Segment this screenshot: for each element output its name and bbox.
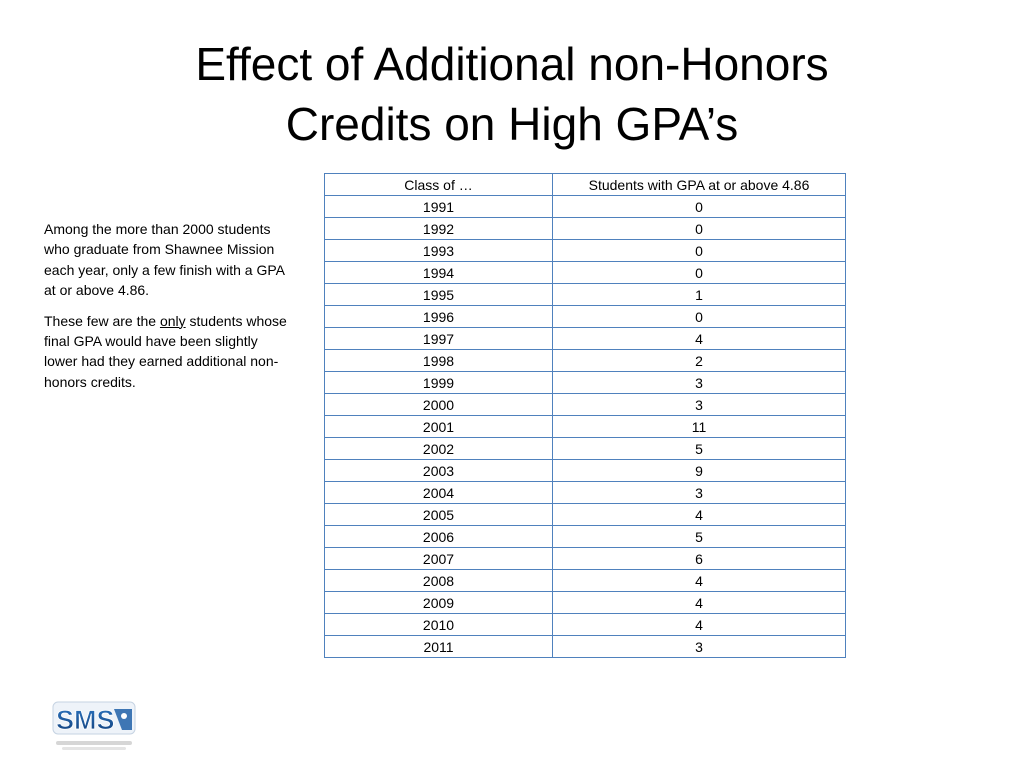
sms-logo-text: SMS (56, 705, 115, 735)
side-paragraph-2-end: students whose final GPA would have been slightly lower had they earned additional non-honors credits. (44, 312, 287, 390)
table-row (325, 196, 846, 218)
side-paragraph-2 (44, 311, 294, 393)
student-count-cell: 0 (553, 218, 846, 240)
student-count-cell: 3 (553, 482, 846, 504)
class-year-cell: 2000 (325, 394, 553, 416)
student-count-cell: 11 (553, 416, 846, 438)
student-count-cell: 4 (553, 504, 846, 526)
table-row (325, 262, 846, 284)
class-year-cell: 1994 (325, 262, 553, 284)
class-year-cell: 2010 (325, 614, 553, 636)
sms-logo (52, 700, 136, 752)
table-row (325, 372, 846, 394)
class-year-cell: 2001 (325, 416, 553, 438)
table-row (325, 416, 846, 438)
student-count-cell: 9 (553, 460, 846, 482)
slide-title-line-2: Credits on High GPA’s (285, 98, 739, 150)
student-count-cell: 4 (553, 614, 846, 636)
class-year-cell: 1992 (325, 218, 553, 240)
class-year-cell: 1991 (325, 196, 553, 218)
class-year-cell: 2007 (325, 548, 553, 570)
table-row (325, 306, 846, 328)
class-year-cell: 2003 (325, 460, 553, 482)
table-row (325, 570, 846, 592)
student-count-cell: 3 (553, 636, 846, 658)
table-row (325, 284, 846, 306)
student-count-cell: 1 (553, 284, 846, 306)
class-year-cell: 1993 (325, 240, 553, 262)
side-paragraph-2-start: These few are the (44, 312, 160, 329)
table-row (325, 592, 846, 614)
slide-title (0, 34, 1024, 154)
class-year-cell: 2002 (325, 438, 553, 460)
student-count-cell: 2 (553, 350, 846, 372)
table-header-row (325, 174, 846, 196)
student-count-cell: 6 (553, 548, 846, 570)
table-row (325, 240, 846, 262)
table-body (325, 196, 846, 658)
student-count-cell: 0 (553, 196, 846, 218)
table-row (325, 394, 846, 416)
class-year-cell: 1997 (325, 328, 553, 350)
student-count-cell: 0 (553, 240, 846, 262)
side-paragraph-2-emphasis: only (159, 312, 186, 329)
header-students-count: Students with GPA at or above 4.86 (553, 174, 846, 196)
table-row (325, 438, 846, 460)
class-year-cell: 2005 (325, 504, 553, 526)
class-year-cell: 2004 (325, 482, 553, 504)
class-year-cell: 1998 (325, 350, 553, 372)
slide-title-line-1: Effect of Additional non-Honors (195, 38, 829, 90)
student-count-cell: 3 (553, 372, 846, 394)
table-row (325, 218, 846, 240)
table-row (325, 460, 846, 482)
table-row (325, 328, 846, 350)
student-count-cell: 5 (553, 438, 846, 460)
table-row (325, 504, 846, 526)
student-count-cell: 5 (553, 526, 846, 548)
table-row (325, 614, 846, 636)
side-paragraph-1: Among the more than 2000 students who graduate from Shawnee Mission each year, only a few finish with a GPA at or above 4.86. (44, 221, 285, 299)
class-year-cell: 2008 (325, 570, 553, 592)
side-text-block (44, 219, 294, 402)
class-year-cell: 2006 (325, 526, 553, 548)
class-year-cell: 1996 (325, 306, 553, 328)
student-count-cell: 4 (553, 328, 846, 350)
header-class-of: Class of … (325, 174, 553, 196)
student-count-cell: 0 (553, 262, 846, 284)
class-year-cell: 2011 (325, 636, 553, 658)
student-count-cell: 4 (553, 570, 846, 592)
class-year-cell: 2009 (325, 592, 553, 614)
table-row (325, 526, 846, 548)
student-count-cell: 3 (553, 394, 846, 416)
table-row (325, 548, 846, 570)
table-row (325, 636, 846, 658)
table-row (325, 350, 846, 372)
student-count-cell: 0 (553, 306, 846, 328)
class-year-cell: 1995 (325, 284, 553, 306)
table-row (325, 482, 846, 504)
class-year-cell: 1999 (325, 372, 553, 394)
student-count-cell: 4 (553, 592, 846, 614)
gpa-table (324, 173, 846, 658)
